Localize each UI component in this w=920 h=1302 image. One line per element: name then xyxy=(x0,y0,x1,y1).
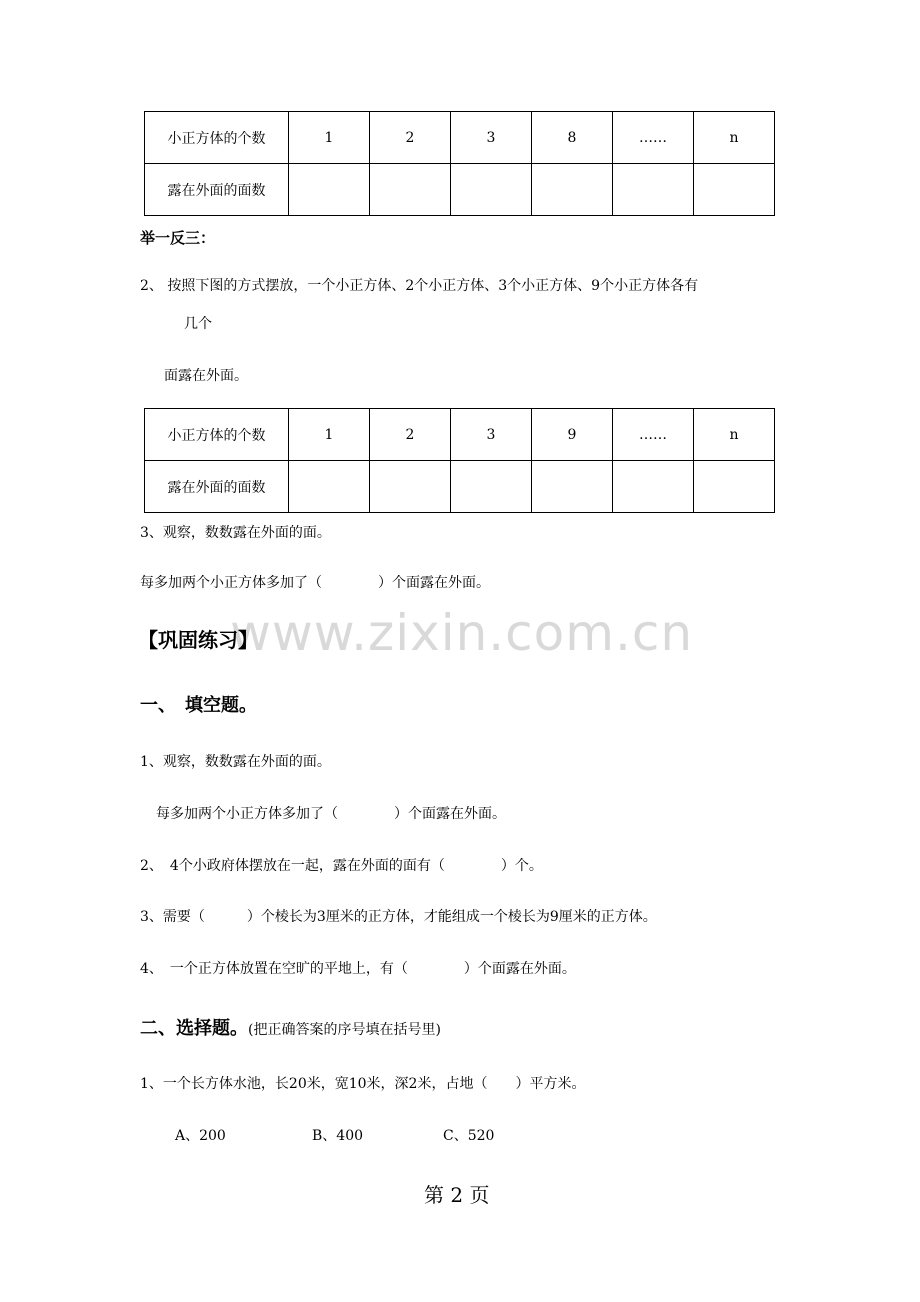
fill-question-4: 4、 一个正方体放置在空旷的平地上，有（ ）个面露在外面。 xyxy=(140,961,576,977)
fill-question-2: 2、 4个小政府体摆放在一起，露在外面的面有（ ）个。 xyxy=(140,858,543,874)
table-cell-blank xyxy=(613,164,694,216)
table-cell-blank xyxy=(532,461,613,513)
watermark-text: www.zixin.com.cn xyxy=(230,604,694,662)
table-cell-blank xyxy=(289,461,370,513)
table-cube-count-2 xyxy=(144,408,775,513)
question-2-line3: 面露在外面。 xyxy=(164,368,248,384)
section-heading-choice-note: (把正确答案的序号填在括号里) xyxy=(248,1022,441,1038)
section-heading-choice-title: 二、选择题。 xyxy=(140,1018,248,1039)
table-cell: 2 xyxy=(370,112,451,164)
choice-option-c: C、520 xyxy=(443,1128,495,1144)
table-cell: …… xyxy=(613,112,694,164)
question-2-line1: 2、 按照下图的方式摆放，一个小正方体、2个小正方体、3个小正方体、9个小正方体各有 xyxy=(140,278,699,294)
table-row-header: 露在外面的面数 xyxy=(145,164,289,216)
table-row xyxy=(145,409,775,461)
choice-question-1: 1、一个长方体水池，长20米，宽10米，深2米，占地（ ）平方米。 xyxy=(140,1076,586,1092)
table-row xyxy=(145,164,775,216)
table-cell: 9 xyxy=(532,409,613,461)
table-cell-blank xyxy=(451,164,532,216)
table-row xyxy=(145,112,775,164)
table-cell-blank xyxy=(370,461,451,513)
table-cell: 8 xyxy=(532,112,613,164)
fill-question-3: 3、需要（ ）个棱长为3厘米的正方体，才能组成一个棱长为9厘米的正方体。 xyxy=(140,909,657,925)
table-cell-blank xyxy=(370,164,451,216)
question-3-line2: 每多加两个小正方体多加了（ ）个面露在外面。 xyxy=(140,575,490,591)
choice-option-b: B、400 xyxy=(312,1128,364,1144)
table-cell-blank xyxy=(613,461,694,513)
table-cell: 3 xyxy=(451,409,532,461)
table-cell: n xyxy=(694,409,775,461)
table-cell: n xyxy=(694,112,775,164)
fill-question-1-line2: 每多加两个小正方体多加了（ ）个面露在外面。 xyxy=(156,806,506,822)
table-row-header: 小正方体的个数 xyxy=(145,112,289,164)
table-cell: 2 xyxy=(370,409,451,461)
question-3-line1: 3、观察，数数露在外面的面。 xyxy=(140,525,331,541)
table-row-header: 小正方体的个数 xyxy=(145,409,289,461)
table-cell: 1 xyxy=(289,409,370,461)
table-cell: 1 xyxy=(289,112,370,164)
table-cell: 3 xyxy=(451,112,532,164)
table-cell-blank xyxy=(532,164,613,216)
fill-question-1-line1: 1、观察，数数露在外面的面。 xyxy=(140,754,331,770)
table-cell: …… xyxy=(613,409,694,461)
table-row xyxy=(145,461,775,513)
table-row-header: 露在外面的面数 xyxy=(145,461,289,513)
table-cell-blank xyxy=(289,164,370,216)
question-2-line2: 几个 xyxy=(184,316,212,332)
page-number: 第 2 页 xyxy=(424,1183,490,1207)
table-cell-blank xyxy=(451,461,532,513)
section-heading-choice xyxy=(140,1016,441,1043)
table-cell-blank xyxy=(694,164,775,216)
section-heading-practice: 【巩固练习】 xyxy=(138,628,258,652)
choice-option-a: A、200 xyxy=(175,1128,226,1144)
table-cell-blank xyxy=(694,461,775,513)
section-heading-fill: 一、 填空题。 xyxy=(140,695,257,716)
table-cube-count-1 xyxy=(144,111,775,216)
section-heading-juyi: 举一反三： xyxy=(140,229,216,247)
